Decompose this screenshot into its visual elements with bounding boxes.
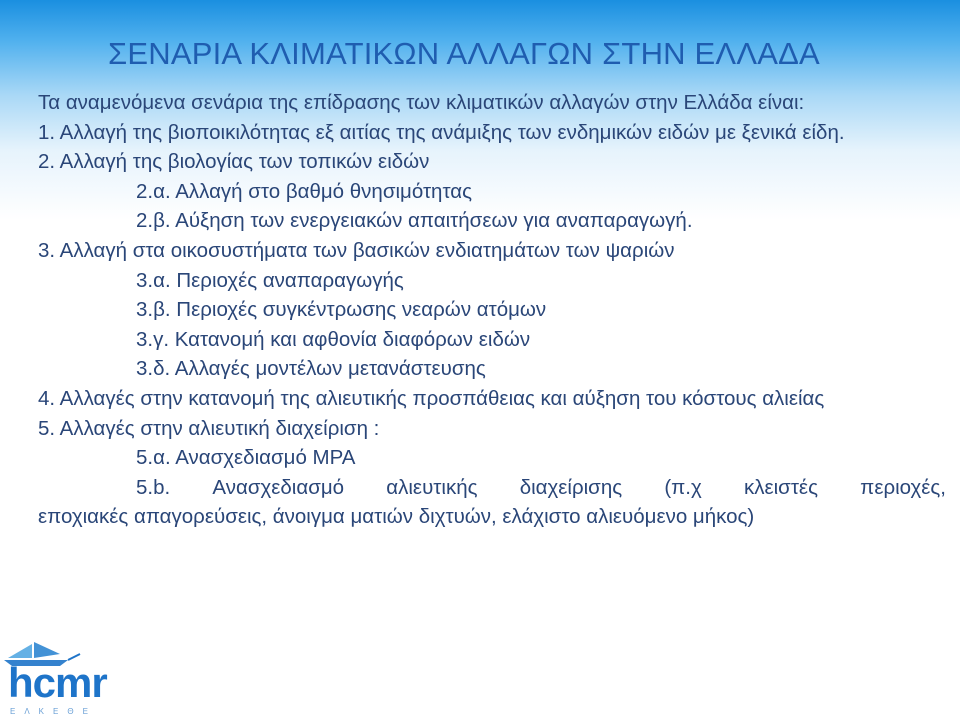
item-2a: 2.α. Αλλαγή στο βαθμό θνησιμότητας	[136, 179, 472, 203]
item-5b-first-line: 5.b. Ανασχεδιασμό αλιευτικής διαχείρισης (π.χ κλειστές περιοχές,	[136, 475, 946, 499]
item-3d: 3.δ. Αλλαγές μοντέλων μετανάστευσης	[136, 357, 486, 381]
item-4: 4. Αλλαγές στην κατανομή της αλιευτικής προσπάθειας και αύξηση του κόστους αλιείας	[38, 386, 825, 410]
item-3b: 3.β. Περιοχές συγκέντρωσης νεαρών ατόμων	[136, 298, 547, 322]
item-1: 1. Αλλαγή της βιοποικιλότητας εξ αιτίας της ανάμιξης των ενδημικών ειδών με ξενικά είδη.	[38, 120, 845, 144]
item-3a: 3.α. Περιοχές αναπαραγωγής	[136, 268, 404, 292]
item-5a: 5.α. Ανασχεδιασμό MPA	[136, 446, 356, 470]
item-5b-continuation: εποχιακές απαγορεύσεις, άνοιγμα ματιών διχτυών, ελάχιστο αλιευόμενο μήκος)	[38, 505, 755, 529]
item-2b: 2.β. Αύξηση των ενεργειακών απαιτήσεων για αναπαραγωγή.	[136, 209, 693, 233]
slide-title: ΣΕΝΑΡΙΑ ΚΛΙΜΑΤΙΚΩΝ ΑΛΛΑΓΩΝ ΣΤΗΝ ΕΛΛΑΔΑ	[108, 36, 820, 71]
slide-content	[38, 88, 946, 532]
item-5: 5. Αλλαγές στην αλιευτική διαχείριση :	[38, 416, 380, 440]
logo-text: hcmr	[8, 659, 107, 706]
logo-subtext: ΕΛΚΕΘΕ	[10, 707, 97, 716]
hcmr-logo	[2, 640, 112, 717]
intro-text: Τα αναμενόμενα σενάρια της επίδρασης των κλιματικών αλλαγών στην Ελλάδα είναι:	[38, 91, 805, 114]
item-3c: 3.γ. Κατανομή και αφθονία διαφόρων ειδών	[136, 327, 531, 351]
item-2: 2. Αλλαγή της βιολογίας των τοπικών ειδών	[38, 150, 430, 174]
item-3: 3. Αλλαγή στα οικοσυστήματα των βασικών ενδιατημάτων των ψαριών	[38, 238, 675, 262]
